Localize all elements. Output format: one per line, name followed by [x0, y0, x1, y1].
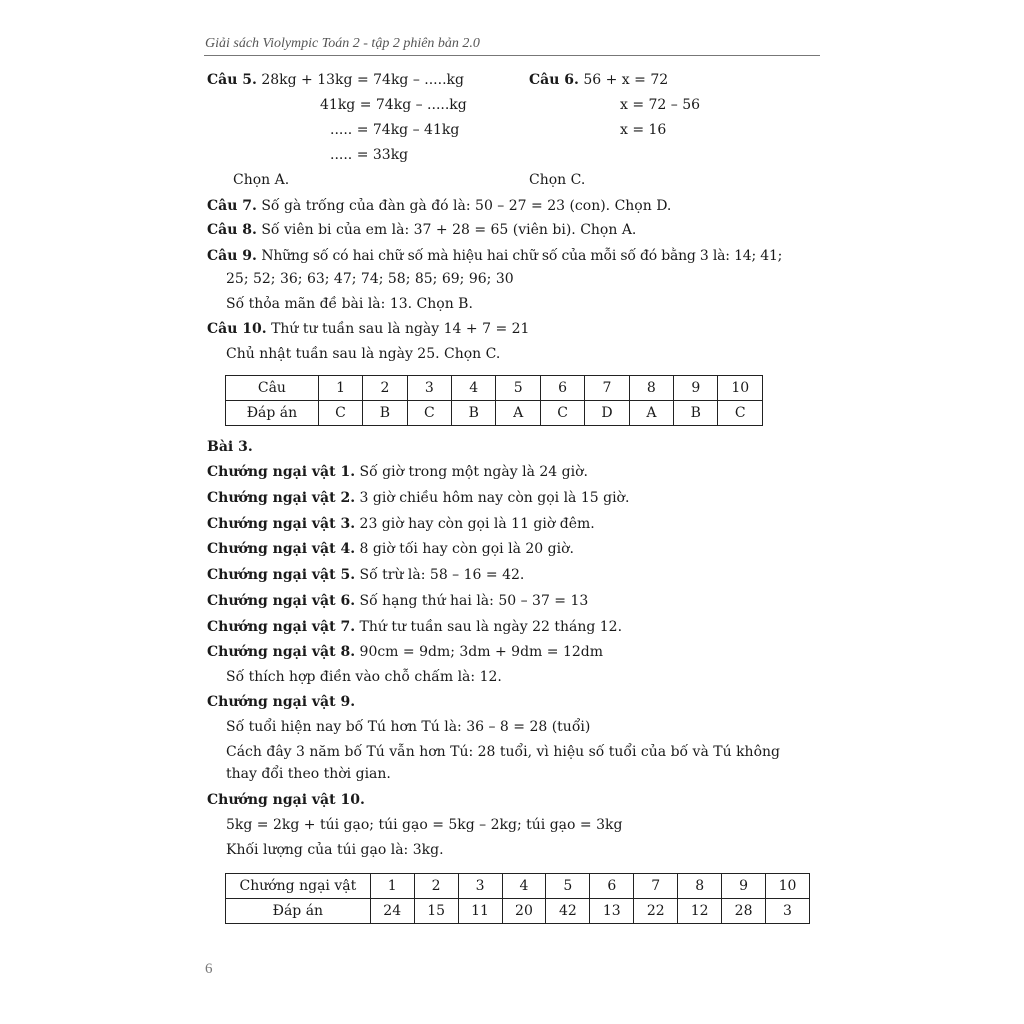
table-cell: B [674, 401, 718, 426]
table-cell: 4 [452, 376, 496, 401]
obstacle-4-text: 8 giờ tối hay còn gọi là 20 giờ. [359, 541, 574, 557]
obstacle-8 [207, 643, 603, 661]
table-cell: 28 [722, 899, 766, 924]
cau6-eq2: x = 72 – 56 [620, 97, 701, 113]
cau5-eq3: ..... = 74kg – 41kg [330, 122, 460, 138]
cau7-text: Số gà trống của đàn gà đó là: 50 – 27 = 23 (con). Chọn D. [261, 198, 672, 214]
table-cell: C [540, 401, 584, 426]
obstacle-4 [207, 540, 574, 558]
table-cell: C [318, 401, 362, 426]
table-cell: 8 [629, 376, 673, 401]
cau7-label: Câu 7. [207, 198, 257, 214]
obstacle-4-label: Chướng ngại vật 4. [207, 541, 356, 557]
table-cell: 5 [546, 874, 590, 899]
bai3-title: Bài 3. [207, 439, 253, 455]
table-cell: C [407, 401, 451, 426]
cau10-line1 [207, 320, 529, 338]
table-header-cell: Câu [226, 376, 319, 401]
obstacle-1-text: Số giờ trong một ngày là 24 giờ. [359, 464, 588, 480]
table-row [226, 401, 763, 426]
cau6-line1 [529, 71, 668, 89]
cau9-label: Câu 9. [207, 248, 257, 264]
table-header-cell: Đáp án [226, 899, 371, 924]
cau5-eq2: 41kg = 74kg – .....kg [320, 97, 467, 113]
obstacle-8-label: Chướng ngại vật 8. [207, 644, 356, 660]
table-cell: B [363, 401, 407, 426]
cau6-choice: Chọn C. [529, 172, 586, 188]
table-cell: 3 [407, 376, 451, 401]
table-cell: 15 [414, 899, 458, 924]
cau5-label: Câu 5. [207, 72, 257, 88]
obstacle-9-text1: Số tuổi hiện nay bố Tú hơn Tú là: 36 – 8 = 28 (tuổi) [226, 719, 591, 735]
table-row [226, 376, 763, 401]
table-row [226, 874, 810, 899]
table-cell: 3 [766, 899, 810, 924]
table-cell: 9 [674, 376, 718, 401]
table-row [226, 899, 810, 924]
table-cell: 11 [458, 899, 502, 924]
cau5-choice: Chọn A. [233, 172, 290, 188]
obstacle-10-label: Chướng ngại vật 10. [207, 792, 365, 808]
obstacle-7-text: Thứ tư tuần sau là ngày 22 tháng 12. [359, 619, 623, 635]
cau8 [207, 221, 636, 239]
table-cell: 20 [502, 899, 546, 924]
table-cell: A [496, 401, 540, 426]
table-cell: 2 [414, 874, 458, 899]
obstacle-5 [207, 566, 524, 584]
obstacle-9-label: Chướng ngại vật 9. [207, 694, 356, 710]
obstacle-6 [207, 592, 588, 610]
table-cell: 7 [634, 874, 678, 899]
cau6-eq3: x = 16 [620, 122, 667, 138]
obstacle-3-text: 23 giờ hay còn gọi là 11 giờ đêm. [359, 516, 595, 532]
obstacle-2 [207, 489, 629, 507]
table-cell: A [629, 401, 673, 426]
table-cell: 4 [502, 874, 546, 899]
table-cell: D [585, 401, 629, 426]
cau8-text: Số viên bi của em là: 37 + 28 = 65 (viên bi). Chọn A. [261, 222, 637, 238]
table-cell: B [452, 401, 496, 426]
obstacle-2-text: 3 giờ chiều hôm nay còn gọi là 15 giờ. [359, 490, 630, 506]
table-cell: 2 [363, 376, 407, 401]
table-cell: 10 [766, 874, 810, 899]
page-number: 6 [205, 961, 213, 977]
header-divider [204, 55, 820, 56]
obstacle-1 [207, 463, 588, 481]
running-header: Giải sách Violympic Toán 2 - tập 2 phiên bản 2.0 [205, 36, 480, 51]
cau8-label: Câu 8. [207, 222, 257, 238]
cau9-text3: Số thỏa mãn đề bài là: 13. Chọn B. [226, 296, 473, 312]
cau9-line1 [207, 247, 782, 265]
obstacle-10-text1: 5kg = 2kg + túi gạo; túi gạo = 5kg – 2kg; túi gạo = 3kg [226, 817, 623, 833]
table-cell: 1 [318, 376, 362, 401]
obstacle-2-label: Chướng ngại vật 2. [207, 490, 356, 506]
table-cell: 10 [718, 376, 763, 401]
table-cell: 7 [585, 376, 629, 401]
obstacle-7-label: Chướng ngại vật 7. [207, 619, 356, 635]
obstacle-1-label: Chướng ngại vật 1. [207, 464, 356, 480]
obstacle-9-text2: Cách đây 3 năm bố Tú vẫn hơn Tú: 28 tuổi, vì hiệu số tuổi của bố và Tú không [226, 744, 780, 760]
table-cell: 5 [496, 376, 540, 401]
answer-table-obstacles [225, 873, 810, 924]
table-cell: 6 [590, 874, 634, 899]
cau9-text2: 25; 52; 36; 63; 47; 74; 58; 85; 69; 96; 30 [226, 271, 514, 287]
obstacle-6-text: Số hạng thứ hai là: 50 – 37 = 13 [359, 593, 589, 609]
obstacle-3 [207, 515, 595, 533]
table-cell: 12 [678, 899, 722, 924]
obstacle-5-label: Chướng ngại vật 5. [207, 567, 356, 583]
cau5-eq1: 28kg + 13kg = 74kg – .....kg [261, 72, 464, 88]
cau10-label: Câu 10. [207, 321, 267, 337]
cau9-text1: Những số có hai chữ số mà hiệu hai chữ số của mỗi số đó bằng 3 là: 14; 41; [261, 248, 783, 264]
obstacle-9-text3: thay đổi theo thời gian. [226, 766, 391, 782]
cau5-eq4: ..... = 33kg [330, 147, 409, 163]
obstacle-3-label: Chướng ngại vật 3. [207, 516, 356, 532]
table-cell: C [718, 401, 763, 426]
table-cell: 9 [722, 874, 766, 899]
table-cell: 22 [634, 899, 678, 924]
obstacle-7 [207, 618, 622, 636]
cau6-label: Câu 6. [529, 72, 579, 88]
table-cell: 3 [458, 874, 502, 899]
obstacle-8-text: 90cm = 9dm; 3dm + 9dm = 12dm [359, 644, 604, 660]
table-header-cell: Chướng ngại vật [226, 874, 371, 899]
cau10-text2: Chủ nhật tuần sau là ngày 25. Chọn C. [226, 346, 501, 362]
obstacle-5-text: Số trừ là: 58 – 16 = 42. [359, 567, 525, 583]
obstacle-6-label: Chướng ngại vật 6. [207, 593, 356, 609]
answer-table-cau [225, 375, 763, 426]
table-cell: 13 [590, 899, 634, 924]
cau6-eq1: 56 + x = 72 [583, 72, 669, 88]
cau10-text1: Thứ tư tuần sau là ngày 14 + 7 = 21 [271, 321, 530, 337]
cau5-line1 [207, 71, 464, 89]
table-cell: 42 [546, 899, 590, 924]
table-cell: 24 [370, 899, 414, 924]
table-cell: 1 [370, 874, 414, 899]
table-cell: 8 [678, 874, 722, 899]
obstacle-8-text2: Số thích hợp điền vào chỗ chấm là: 12. [226, 669, 502, 685]
table-header-cell: Đáp án [226, 401, 319, 426]
table-cell: 6 [540, 376, 584, 401]
cau7 [207, 197, 671, 215]
obstacle-10-text2: Khối lượng của túi gạo là: 3kg. [226, 842, 444, 858]
